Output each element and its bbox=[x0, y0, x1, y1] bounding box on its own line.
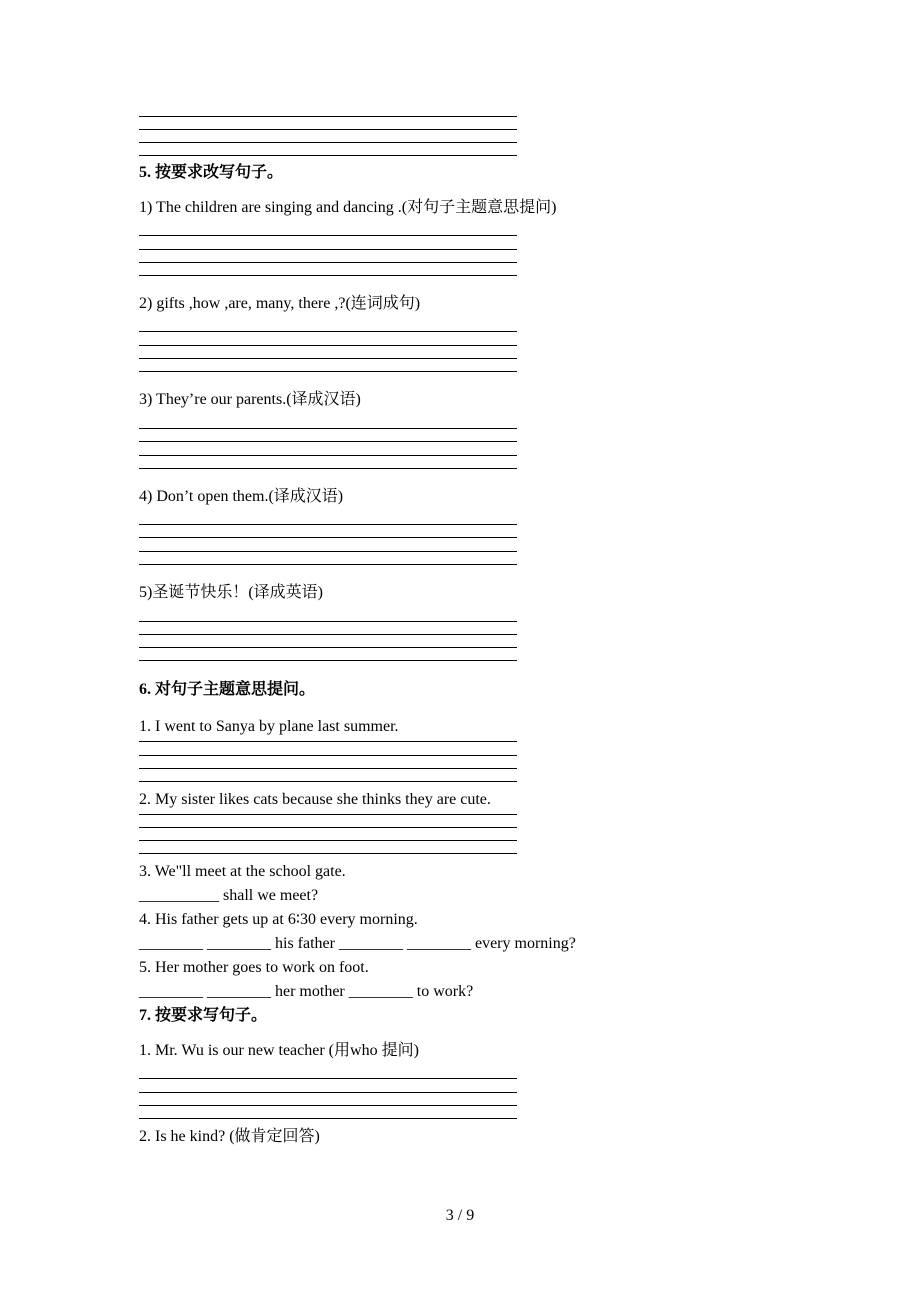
question-7-2: 2. Is he kind? (做肯定回答) bbox=[139, 1128, 320, 1145]
answer-line bbox=[139, 371, 517, 372]
answer-line bbox=[139, 781, 517, 782]
answer-line bbox=[139, 647, 517, 648]
answer-line bbox=[139, 853, 517, 854]
question-6-2: 2. My sister likes cats because she thinks they are cute. bbox=[139, 791, 491, 808]
question-6-4: 4. His father gets up at 6∶30 every morning. bbox=[139, 911, 418, 928]
fill-blank-6-3: __________ shall we meet? bbox=[139, 887, 319, 904]
answer-line bbox=[139, 441, 517, 442]
answer-line bbox=[139, 1118, 517, 1119]
answer-line bbox=[139, 1078, 517, 1079]
answer-line bbox=[139, 275, 517, 276]
question-5-3: 3) They’re our parents.(译成汉语) bbox=[139, 391, 361, 408]
answer-line bbox=[139, 262, 517, 263]
answer-line bbox=[139, 345, 517, 346]
answer-line bbox=[139, 142, 517, 143]
answer-line bbox=[139, 660, 517, 661]
section-6-heading: 6. 对句子主题意思提问。 bbox=[139, 681, 316, 698]
answer-line bbox=[139, 129, 517, 130]
answer-line bbox=[139, 814, 517, 815]
question-7-1: 1. Mr. Wu is our new teacher (用who 提问) bbox=[139, 1042, 419, 1059]
fill-blank-6-5: ________ ________ her mother ________ to work? bbox=[139, 983, 474, 1000]
answer-line bbox=[139, 537, 517, 538]
answer-line bbox=[139, 1092, 517, 1093]
answer-line bbox=[139, 249, 517, 250]
question-5-1: 1) The children are singing and dancing .(对句子主题意思提问) bbox=[139, 199, 557, 216]
answer-line bbox=[139, 827, 517, 828]
fill-blank-6-4: ________ ________ his father ________ ________ every morning? bbox=[139, 935, 576, 952]
answer-line bbox=[139, 235, 517, 236]
answer-line bbox=[139, 468, 517, 469]
answer-line bbox=[139, 455, 517, 456]
page-number: 3 / 9 bbox=[445, 1207, 475, 1224]
answer-line bbox=[139, 155, 517, 156]
section-5-heading: 5. 按要求改写句子。 bbox=[139, 164, 284, 181]
question-5-2: 2) gifts ,how ,are, many, there ,?(连词成句) bbox=[139, 295, 421, 312]
answer-line bbox=[139, 755, 517, 756]
answer-line bbox=[139, 621, 517, 622]
question-5-4: 4) Don’t open them.(译成汉语) bbox=[139, 488, 344, 505]
answer-line bbox=[139, 116, 517, 117]
answer-line bbox=[139, 331, 517, 332]
answer-line bbox=[139, 551, 517, 552]
answer-line bbox=[139, 1105, 517, 1106]
answer-line bbox=[139, 428, 517, 429]
question-6-1: 1. I went to Sanya by plane last summer. bbox=[139, 718, 399, 735]
question-5-5: 5)圣诞节快乐！(译成英语) bbox=[139, 584, 323, 601]
answer-line bbox=[139, 840, 517, 841]
section-7-heading: 7. 按要求写句子。 bbox=[139, 1007, 268, 1024]
answer-line bbox=[139, 564, 517, 565]
question-6-5: 5. Her mother goes to work on foot. bbox=[139, 959, 369, 976]
answer-line bbox=[139, 634, 517, 635]
answer-line bbox=[139, 358, 517, 359]
answer-line bbox=[139, 524, 517, 525]
question-6-3: 3. We"ll meet at the school gate. bbox=[139, 863, 346, 880]
answer-line bbox=[139, 741, 517, 742]
answer-line bbox=[139, 768, 517, 769]
